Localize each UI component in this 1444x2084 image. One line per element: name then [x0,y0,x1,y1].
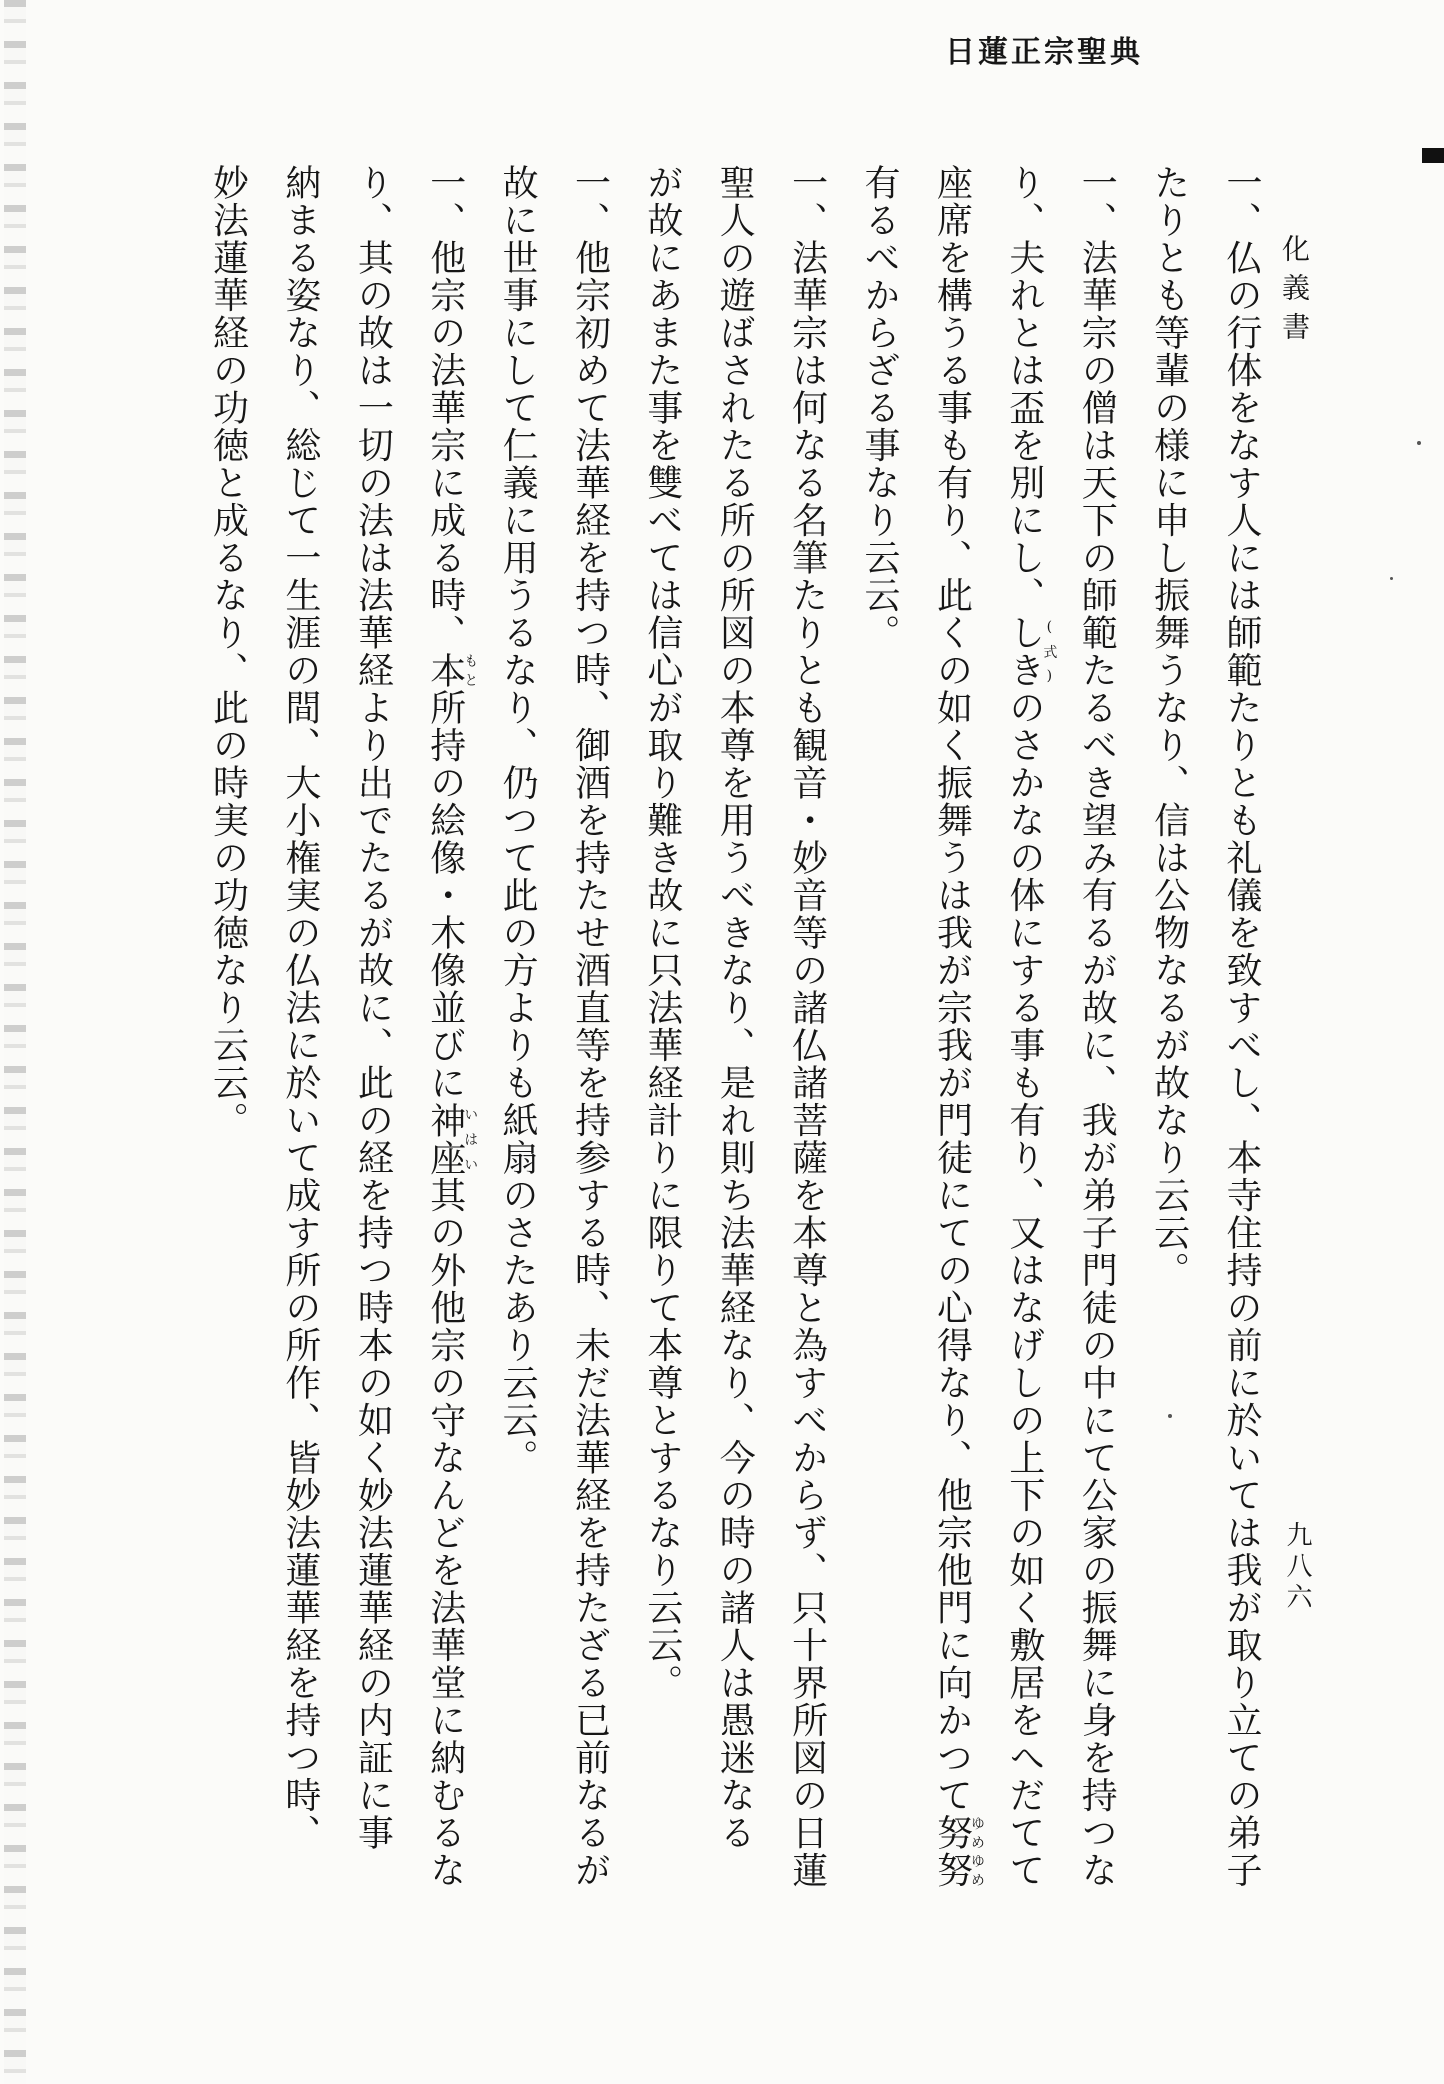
running-header: 日蓮正宗聖典 [945,35,1143,70]
page-number: 九八六 [1282,1521,1312,1614]
scan-speck [1168,1414,1172,1418]
scan-speck [1417,441,1421,445]
furigana-annotated-text: 神座いはい [424,1101,479,1177]
scan-artifact-blob [1422,148,1444,163]
furigana-annotated-text: しき(式) [1003,614,1058,689]
text-column: 有るべからざる事なり云云。 [859,164,901,652]
text-column: 座席を構うる事も有り、此くの如く振舞うは我が宗我が門徒にての心得なり、他宗他門に向かつて努努ゆめゆめ [931,164,985,1889]
text-column: 一、仏の行体をなす人には師範たりとも礼儀を致すべし、本寺住持の前に於いては我が取り立ての弟子 [1221,164,1262,1889]
text-column: 一、法華宗の僧は天下の師範たるべき望み有るが故に、我が弟子門徒の中にて公家の振舞に身を持つな [1076,164,1118,1889]
text-column: 一、他宗初めて法華経を持つ時、御酒を持たせ酒直等を持参する時、未だ法華経を持たざる已前なるが [569,164,611,1889]
furigana-annotated-text: 努努ゆめゆめ [931,1814,985,1889]
scan-speck [1390,577,1393,580]
text-column: が故にあまた事を雙べては信心が取り難き故に只法華経計りに限りて本尊とするなり云云。 [641,164,683,1702]
section-title: 化義書 [1278,234,1311,351]
text-column: 一、他宗の法華宗に成る時、本もと所持の絵像・木像並びに神座いはい其の外他宗の守なんどを法華堂に納むるな [424,164,479,1889]
text-column: 一、法華宗は何なる名筆たりとも観音・妙音等の諸仏諸菩薩を本尊と為すべからず、只十界所図の日蓮 [786,164,828,1889]
text-column: り、其の故は一切の法は法華経より出でたるが故に、此の経を持つ時本の如く妙法蓮華経の内証に事 [352,164,394,1852]
text-column: たりとも等輩の様に申し振舞うなり、信は公物なるが故なり云云。 [1148,164,1190,1289]
text-column: り、夫れとは盃を別にし、しき(式)のさかなの体にする事も有り、又はなげしの上下の如く敷居をへだてて [1003,164,1058,1889]
text-column: 妙法蓮華経の功徳と成るなり、此の時実の功徳なり云云。 [207,164,249,1139]
text-column: 聖人の遊ばされたる所の所図の本尊を用うべきなり、是れ則ち法華経なり、今の時の諸人は愚迷なる [714,164,756,1852]
text-column: 故に世事にして仁義に用うるなり、仍つて此の方よりも紙扇のさたあり云云。 [497,164,539,1477]
gutter-scan-noise [4,0,26,2084]
text-column: 納まる姿なり、総じて一生涯の間、大小権実の仏法に於いて成す所の所作、皆妙法蓮華経を持つ時、 [279,164,321,1852]
furigana-annotated-text: 本もと [424,651,479,689]
text-columns [188,164,1274,1939]
